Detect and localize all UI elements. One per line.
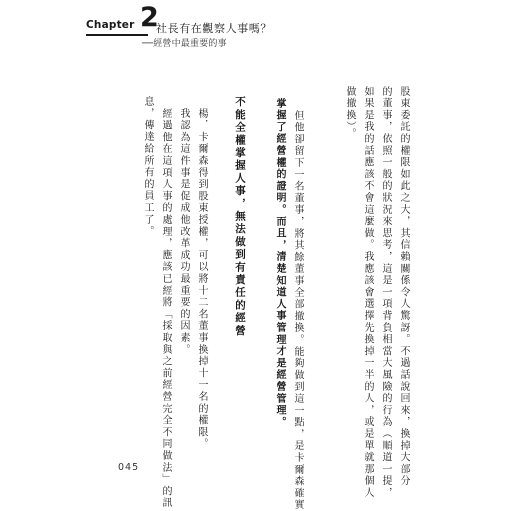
chapter-number: 2 <box>140 2 159 33</box>
chapter-title: 社長有在觀察人事嗎？ <box>156 22 272 35</box>
text-column-9: 經過他在這項人事的處理，應該已經將「採取與之前經營完全不同做法」的訊 <box>160 108 171 510</box>
chapter-label: Chapter <box>86 19 135 31</box>
text-column-5: 但他卻留下一名董事，將其餘董事全部撤換。能夠做到這一點，是卡爾森確實 <box>292 110 303 511</box>
chapter-subtitle: ──經營中最重要的事 <box>142 39 227 49</box>
section-heading: 不能全權掌握人事，無法做到有責任的經營 <box>234 96 246 338</box>
text-column-1: 股東委託的權限如此之大，其信賴關係令人驚訝。不過話說回來，換掉大部分 <box>398 86 409 488</box>
page-number: 045 <box>118 462 140 473</box>
text-column-3: 如果是我的話應該不會這麼做。我應該會選擇先換掉一半的人，或是單就那個人 <box>362 86 373 499</box>
text-column-2: 的董事，依照一般的狀況來思考，這是一項背負相當大風險的行為（順道一提， <box>380 86 391 499</box>
text-column-7: 楊．卡爾森得到股東授權，可以將十二名董事換掉十一名的權限。 <box>196 108 207 451</box>
text-column-8: 我認為這件事是促成他改革成功最重要的因素。 <box>178 108 189 356</box>
text-column-6-bold: 掌握了經營權的證明。而且，清楚知道人事管理才是經營管理。 <box>274 98 285 429</box>
chapter-underline <box>86 34 148 36</box>
text-column-10: 息，傳達給所有的員工了。 <box>142 96 153 238</box>
text-column-4: 做撤換）。 <box>344 86 355 140</box>
